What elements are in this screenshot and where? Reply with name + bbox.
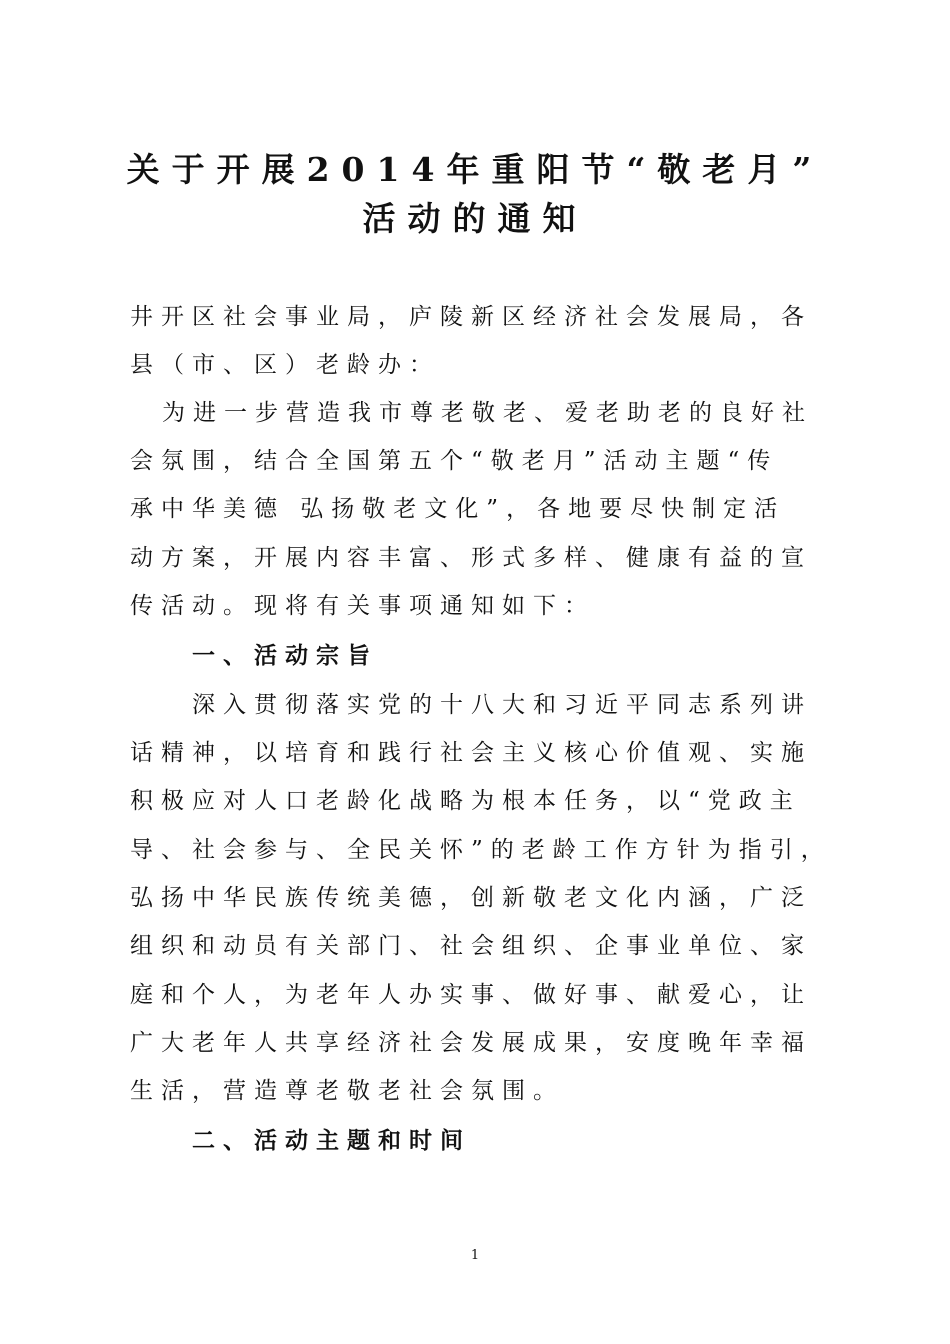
salutation-line-1: 井开区社会事业局，庐陵新区经济社会发展局，各: [130, 304, 812, 330]
section-1-line-2: 话精神，以培育和践行社会主义核心价值观、实施: [130, 740, 812, 766]
intro-line-2: 会氛围，结合全国第五个“敬老月”活动主题“传: [130, 448, 779, 474]
section-1-heading: 一、活动宗旨: [192, 642, 378, 669]
section-1-line-5: 弘扬中华民族传统美德，创新敬老文化内涵，广泛: [130, 885, 812, 911]
section-1-line-1: 深入贯彻落实党的十八大和习近平同志系列讲: [192, 692, 812, 718]
document-title-line-2: 活动的通知: [362, 199, 588, 238]
intro-line-3: 承中华美德 弘扬敬老文化”，各地要尽快制定活: [130, 496, 786, 522]
section-2-heading: 二、活动主题和时间: [192, 1127, 471, 1154]
section-1-line-3: 积极应对人口老龄化战略为根本任务，以“党政主: [130, 788, 801, 814]
section-1-line-8: 广大老年人共享经济社会发展成果，安度晚年幸福: [130, 1030, 812, 1056]
document-title-line-1: 关于开展2014年重阳节“敬老月”: [126, 150, 824, 189]
page-number: 1: [470, 1248, 480, 1263]
salutation-line-2: 县（市、区）老龄办：: [130, 352, 440, 378]
section-1-line-9: 生活，营造尊老敬老社会氛围。: [130, 1078, 564, 1104]
intro-line-4: 动方案，开展内容丰富、形式多样、健康有益的宣: [130, 545, 812, 571]
section-1-line-4: 导、社会参与、全民关怀”的老龄工作方针为指引，: [130, 837, 832, 863]
intro-line-1: 为进一步营造我市尊老敬老、爱老助老的良好社: [162, 400, 813, 426]
section-1-line-6: 组织和动员有关部门、社会组织、企事业单位、家: [130, 933, 812, 959]
section-1-line-7: 庭和个人，为老年人办实事、做好事、献爱心，让: [130, 982, 812, 1008]
intro-line-5: 传活动。现将有关事项通知如下：: [130, 593, 595, 619]
